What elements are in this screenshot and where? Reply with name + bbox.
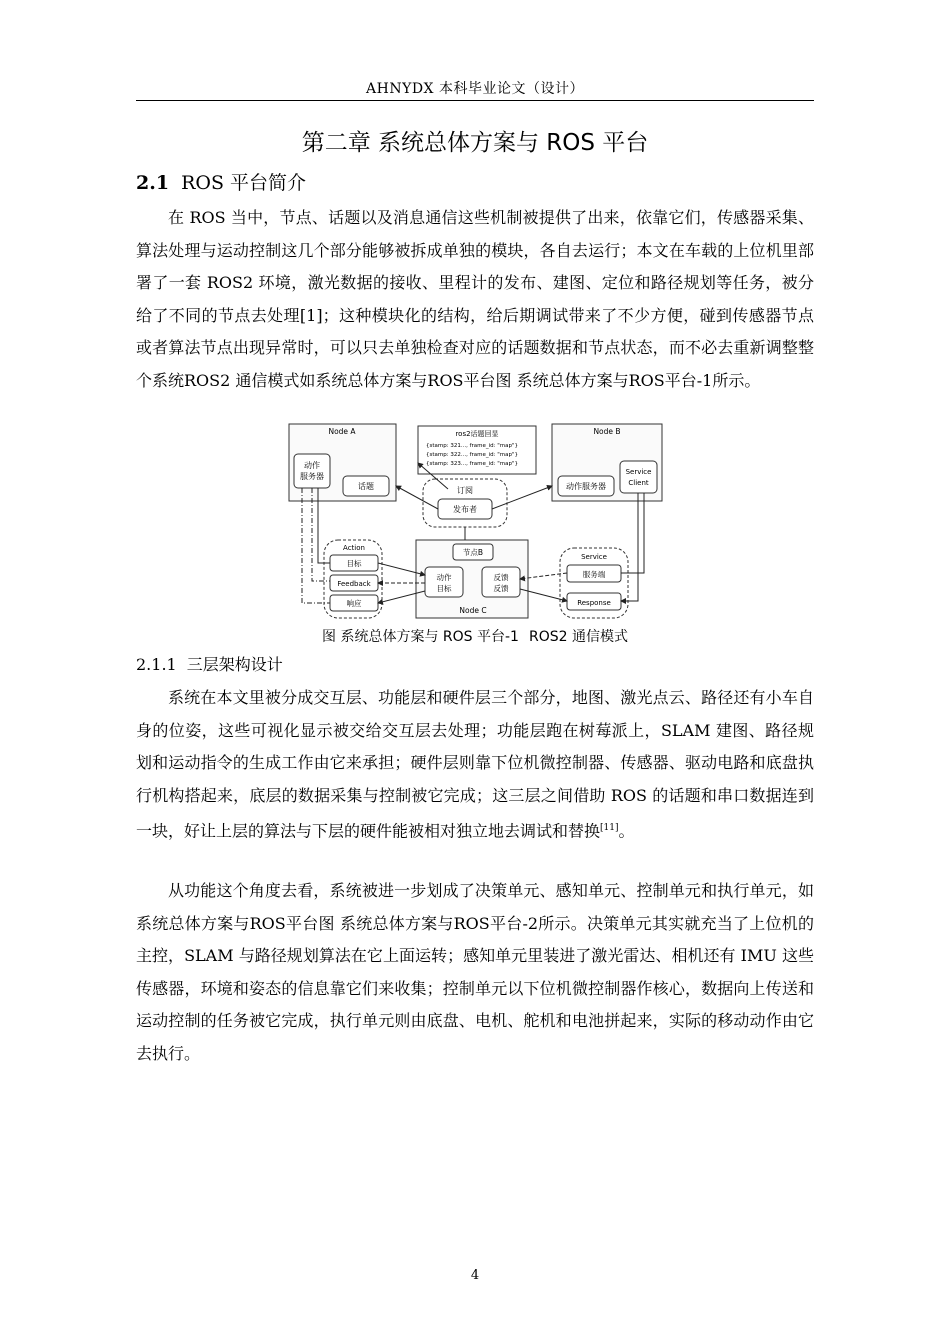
feedback-node-line2: 反馈 [493, 584, 509, 593]
publisher-label: 发布者 [453, 505, 477, 514]
paragraph-three-layer [136, 682, 814, 848]
running-header: AHNYDX 本科毕业论文（设计） [366, 81, 584, 97]
subsection-heading [136, 652, 283, 675]
service-client-line1: Service [625, 468, 652, 476]
node-b-label: Node B [593, 427, 621, 436]
goal-label: 目标 [346, 559, 362, 568]
action-group-label: Action [343, 544, 365, 552]
topic-label: 话题 [358, 482, 374, 491]
header-rule [136, 100, 814, 101]
feedback-label: Feedback [337, 580, 371, 588]
action-server-a-line2: 服务器 [300, 472, 324, 481]
section-title: ROS 平台简介 [181, 172, 307, 194]
chapter-title: 第二章 系统总体方案与 ROS 平台 [301, 130, 649, 156]
node-a-label: Node A [328, 427, 356, 436]
subsection-number: 2.1.1 [136, 655, 177, 674]
topic-echo-line3: {stamp: 323..., frame_id: "map"} [426, 461, 519, 467]
response-en-label: Response [577, 599, 611, 607]
action-server-a-box [294, 454, 330, 488]
figure-caption-prefix: 图 系统总体方案与 ROS 平台-1 [322, 629, 519, 645]
section-heading [136, 168, 306, 195]
topic-echo-line2: {stamp: 322..., frame_id: "map"} [426, 452, 519, 458]
ros2-communication-diagram [288, 423, 664, 621]
action-server-b-label: 动作服务器 [566, 482, 606, 491]
server-end-label: 服务端 [582, 570, 606, 579]
node-c-label: Node C [459, 606, 487, 615]
topic-echo-title: ros2话题回显 [455, 430, 499, 438]
figure-caption [136, 626, 814, 646]
action-goal-line2: 目标 [436, 584, 452, 593]
service-client-box [620, 461, 657, 493]
subscribe-label: 订阅 [457, 486, 473, 495]
paragraph-three-layer-end: 。 [618, 821, 635, 841]
paragraph-ros-intro: 在 ROS 当中，节点、话题以及消息通信这些机制被提供了出来，依靠它们，传感器采集、算法处理与运动控制这几个部分能够被拆成单独的模块，各自去运行；本文在车载的上位机里部署了一套 ROS2 环境，激光数据的接收、里程计的发布、建图、定位和路径规划等任务，被分给了不同的节点去处理[1]；这种模块化的结构，给后期调试带来了不少方便，碰到传感器节点或者算法节点出现异常时，可以只去单独检查对应的话题数据和节点状态，而不必去重新调整整个系统ROS2 通信模式如系统总体方案与ROS平台图 系统总体方案与ROS平台-1所示。 [136, 208, 814, 390]
service-group-label: Service [581, 553, 607, 561]
paragraph-functional-units: 从功能这个角度去看，系统被进一步划成了决策单元、感知单元、控制单元和执行单元，如系统总体方案与ROS平台图 系统总体方案与ROS平台-2所示。决策单元其实就充当了上位机的主控，SLAM 与路径规划算法在它上面运转；感知单元里装进了激光雷达、相机还有 IMU 这些传感器，环境和姿态的信息靠它们来收集；控制单元以下位机微控制器作核心，数据向上传送和运动控制的任务被它完成，执行单元则由底盘、电机、舵机和电池拼起来，实际的移动动作由它去执行。 [136, 881, 814, 1063]
response-cn-label: 响应 [346, 599, 362, 608]
feedback-node-line1: 反馈 [493, 573, 509, 582]
action-server-a-line1: 动作 [304, 461, 320, 470]
figure-caption-title: ROS2 通信模式 [528, 629, 628, 645]
topic-echo-line1: {stamp: 321..., frame_id: "map"} [426, 443, 519, 449]
paragraph-three-layer-text: 系统在本文里被分成交互层、功能层和硬件层三个部分，地图、激光点云、路径还有小车自身的位姿，这些可视化显示被交给交互层去处理；功能层跑在树莓派上，SLAM 建图、路径规划和运动指令的生成工作由它来承担；硬件层则靠下位机微控制器、传感器、驱动电路和底盘执行机构搭起来，底层的数据采集与控制被它完成；这三层之间借助 ROS 的话题和串口数据连到一块，好让上层的算法与下层的硬件能被相对独立地去调试和替换 [136, 688, 814, 841]
node-b-tag-label: 节点B [462, 548, 484, 557]
action-goal-line1: 动作 [436, 573, 452, 582]
citation-11: [11] [600, 823, 619, 833]
section-number: 2.1 [136, 172, 170, 194]
page-number: 4 [470, 1268, 480, 1283]
service-client-line2: Client [628, 479, 649, 487]
subsection-title: 三层架构设计 [186, 655, 283, 674]
